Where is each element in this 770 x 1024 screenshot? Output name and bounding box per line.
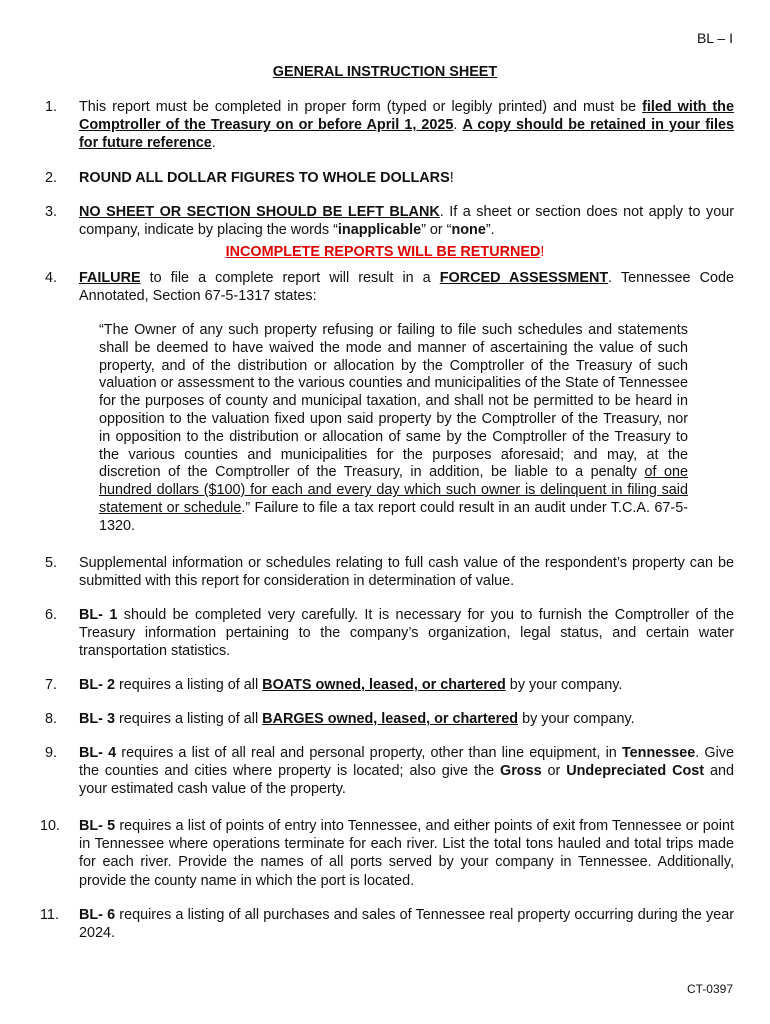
item-text: BL- 1 should be completed very carefully. It is necessary for you to furnish the Comptroller of the Treasury information pertaining to the company’s organization, legal status, and certain water transportation statistics.	[79, 607, 734, 660]
item-number: 9.	[45, 745, 58, 761]
item-number: 6.	[45, 607, 58, 623]
item-number: 7.	[45, 677, 58, 693]
form-code: BL – I	[696, 30, 733, 46]
item-text: BL- 4 requires a list of all real and personal property, other than line equipment, in Tennessee. Give the counties and cities where property is located; also give the Gross or Undepreciated Cost and your estimated cash value of the property.	[79, 745, 735, 798]
item-number: 8.	[45, 711, 58, 727]
item-number: 11.	[40, 907, 59, 923]
item-text: BL- 5 requires a list of points of entry into Tennessee, and either points of exit from Tennessee or point in Tennessee where operations terminate for each river. List the total tons hauled and total trips made for each river. Provide the names of all ports served by your company in Tennessee. Additionally, provide the county name in which the port is located.	[79, 818, 734, 889]
item-text: BL- 6 requires a listing of all purchases and sales of Tennessee real property occurring during the year 2024.	[79, 907, 735, 942]
item-number: 5.	[45, 555, 58, 571]
page-title: GENERAL INSTRUCTION SHEET	[272, 64, 498, 80]
item-text: ROUND ALL DOLLAR FIGURES TO WHOLE DOLLARS!	[79, 170, 454, 186]
statute-quote: “The Owner of any such property refusing or failing to file such schedules and statements shall be deemed to have waived the mode and manner of ascertaining the value of such property, and of the distribution or allocation by the Comptroller of the Treasury of such valuation or assessment to the various counties and municipalities of the State of Tennessee for the purposes of county and municipal taxation, and shall not be permitted to be heard in opposition to the valuation fixed upon said property by the Comptroller of the Treasury, nor in opposition to the distribution or allocation of same by the Comptroller of the Treasury to the various counties and municipalities for the purposes aforesaid; and may, at the discretion of the Comptroller of the Treasury, in addition, be liable to a penalty of one hundred dollars ($100) for each and every day which such owner is delinquent in filing said statement or schedule.” Failure to file a tax report could result in an audit under T.C.A. 67-5-1320.	[99, 322, 688, 534]
item-number: 1.	[45, 99, 58, 115]
item-number: 2.	[45, 170, 58, 186]
item-text: BL- 3 requires a listing of all BARGES owned, leased, or chartered by your company.	[79, 711, 635, 727]
item-text: This report must be completed in proper form (typed or legibly printed) and must be filed with the Comptroller of the Treasury on or before April 1, 2025. A copy should be retained in your files for future reference.	[79, 99, 735, 152]
item-number: 3.	[45, 204, 58, 220]
item-number: 10.	[40, 818, 61, 834]
item-text: Supplemental information or schedules relating to full cash value of the respondent’s property can be submitted with this report for consideration in determination of value.	[79, 555, 734, 590]
item-number: 4.	[45, 270, 58, 286]
item-text: NO SHEET OR SECTION SHOULD BE LEFT BLANK. If a sheet or section does not apply to your company, indicate by placing the words “inapplicable” or “none”.	[79, 204, 734, 239]
item-text: BL- 2 requires a listing of all BOATS owned, leased, or chartered by your company.	[79, 677, 623, 693]
incomplete-warning: INCOMPLETE REPORTS WILL BE RETURNED!	[225, 244, 545, 260]
item-text: FAILURE to file a complete report will result in a FORCED ASSESSMENT. Tennessee Code Annotated, Section 67-5-1317 states:	[79, 270, 734, 305]
form-number: CT-0397	[686, 982, 733, 996]
